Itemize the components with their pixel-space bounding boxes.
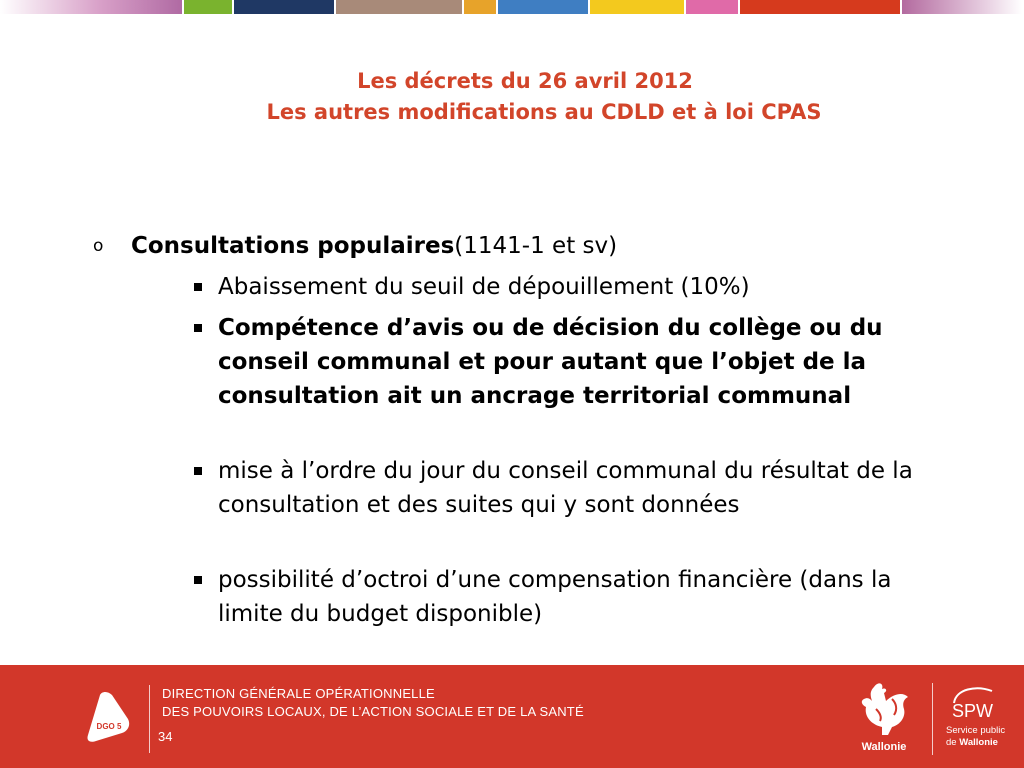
slide-title	[0, 66, 1024, 128]
sub-bullet-text: Abaissement du seuil de dépouillement (10%)	[218, 274, 750, 300]
top-color-strip	[0, 0, 1024, 14]
title-line-2: Les autres modifications au CDLD et à loi CPAS	[266, 100, 822, 124]
spw-logo-text: SPW	[952, 701, 994, 721]
wallonie-rooster-icon	[852, 679, 916, 741]
strip-segment-navy	[234, 0, 336, 14]
org-line-2: DES POUVOIRS LOCAUX, DE L’ACTION SOCIALE ET DE LA SANTÉ	[162, 704, 584, 719]
square-bullet-icon	[194, 467, 202, 475]
sub-bullet-3	[218, 454, 948, 522]
spw-logo-icon	[946, 683, 1010, 723]
page-number: 34	[158, 729, 173, 744]
bullet-heading: Consultations populaires	[131, 233, 455, 259]
square-bullet-icon	[194, 324, 202, 332]
bullet-reference: (1141-1 et sv)	[454, 233, 618, 259]
strip-segment-yellow	[590, 0, 686, 14]
sub-bullet-2	[218, 311, 948, 413]
strip-segment-taupe	[336, 0, 464, 14]
strip-segment-fade-right	[902, 0, 1024, 14]
circle-bullet-icon: o	[93, 236, 104, 256]
square-bullet-icon	[194, 283, 202, 291]
sub-bullet-text: Compétence d’avis ou de décision du collège ou du conseil communal et pour autant que l’objet de la consultation ait un ancrage territorial communal	[218, 315, 883, 409]
strip-segment-red	[740, 0, 902, 14]
sub-bullet-text: possibilité d’octroi d’une compensation financière (dans la limite du budget disponible)	[218, 567, 892, 627]
spw-line-2-bold: Wallonie	[959, 737, 998, 748]
dgo5-logo-text: DGO 5	[96, 722, 122, 731]
strip-segment-green	[184, 0, 234, 14]
strip-segment-pink	[686, 0, 740, 14]
sub-bullet-text: mise à l’ordre du jour du conseil communal du résultat de la consultation et des suites qui y sont données	[218, 458, 913, 518]
organization-name	[162, 685, 584, 721]
strip-segment-orange	[464, 0, 498, 14]
footer-divider-right	[932, 683, 933, 755]
wallonie-wordmark: Wallonie	[861, 741, 907, 753]
spw-service-text	[946, 725, 1005, 749]
strip-segment-fade	[0, 0, 184, 14]
strip-segment-blue	[498, 0, 590, 14]
footer-bar	[0, 665, 1024, 768]
bullet-text	[131, 229, 617, 263]
spw-line-1: Service public	[946, 725, 1006, 736]
dgo5-logo-icon	[82, 691, 132, 747]
footer-divider	[149, 685, 150, 753]
spw-line-2	[946, 737, 1005, 749]
square-bullet-icon	[194, 576, 202, 584]
org-line-1: DIRECTION GÉNÉRALE OPÉRATIONNELLE	[162, 686, 435, 701]
sub-bullet-4	[218, 563, 948, 631]
title-line-1: Les décrets du 26 avril 2012	[357, 69, 693, 93]
spw-line-2-prefix: de	[946, 737, 960, 748]
sub-bullet-1	[218, 270, 948, 304]
